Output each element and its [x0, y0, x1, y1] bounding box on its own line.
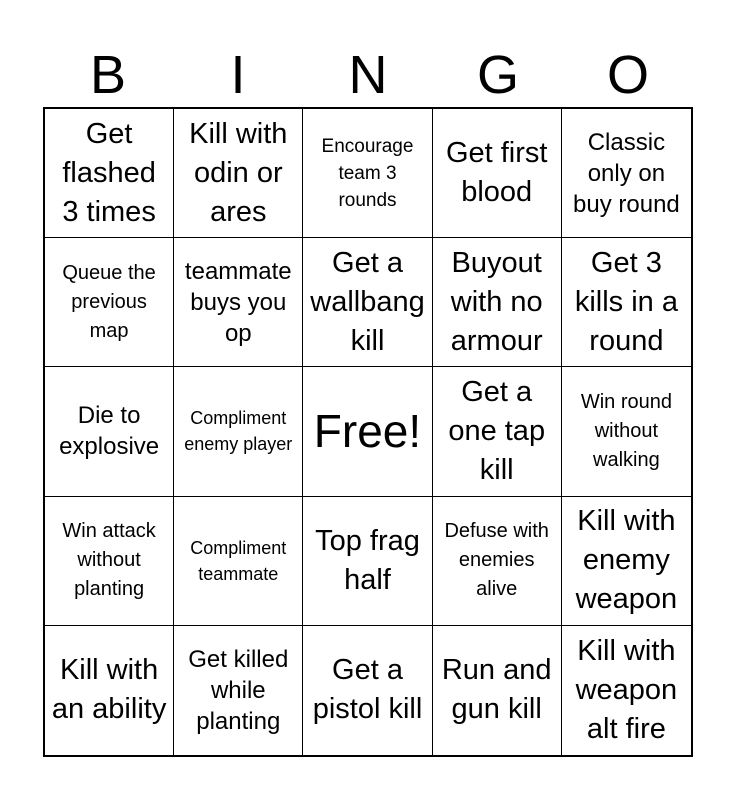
bingo-cell-label: Top frag half — [315, 524, 420, 596]
bingo-cell-label: Defuse with enemies alive — [444, 520, 549, 601]
header-letter-o: O — [606, 45, 649, 105]
bingo-cell[interactable] — [433, 626, 562, 755]
bingo-cell[interactable] — [562, 109, 691, 238]
bingo-cell-label: Buyout with no armour — [450, 246, 543, 357]
bingo-cell-label: Kill with odin or ares — [189, 117, 288, 228]
bingo-cell-label: Classic only on buy round — [573, 128, 680, 218]
bingo-cell[interactable] — [174, 626, 303, 755]
bingo-cell[interactable] — [174, 497, 303, 626]
bingo-cell[interactable] — [562, 497, 691, 626]
bingo-cell-free-space[interactable] — [303, 367, 432, 496]
bingo-cell-label: Run and gun kill — [441, 654, 552, 726]
bingo-cell[interactable] — [45, 497, 174, 626]
bingo-cell-label: Compliment enemy player — [184, 408, 293, 455]
bingo-cell[interactable] — [433, 497, 562, 626]
header-letter-i: I — [230, 45, 246, 105]
bingo-cell[interactable] — [303, 238, 432, 367]
bingo-cell[interactable] — [174, 367, 303, 496]
bingo-cell-label: Get killed while planting — [188, 645, 289, 735]
bingo-cell-label: Win attack without planting — [62, 520, 156, 601]
bingo-cell-label: Get a wallbang kill — [310, 246, 425, 357]
bingo-cell[interactable] — [45, 367, 174, 496]
bingo-cell[interactable] — [303, 109, 432, 238]
bingo-cell-label: Get first blood — [445, 137, 548, 209]
bingo-cell[interactable] — [562, 626, 691, 755]
bingo-cell-label: Get a one tap kill — [448, 375, 546, 486]
bingo-cell-label: Win round without walking — [580, 390, 672, 471]
bingo-cell-label: Queue the previous map — [62, 261, 156, 342]
bingo-cell-label: Encourage team 3 rounds — [321, 135, 414, 211]
bingo-cell-label: Die to explosive — [59, 402, 160, 461]
bingo-cell[interactable] — [562, 238, 691, 367]
bingo-cell[interactable] — [174, 238, 303, 367]
bingo-cell-label: Get flashed 3 times — [62, 117, 156, 228]
bingo-cell-label: Get a pistol kill — [312, 654, 423, 726]
bingo-cell[interactable] — [433, 238, 562, 367]
bingo-board — [43, 107, 693, 757]
header-letter-g: G — [476, 45, 519, 105]
header-letter-n: N — [348, 45, 388, 105]
header-letter-b: B — [89, 45, 127, 105]
bingo-cell-label: Kill with weapon alt fire — [575, 634, 678, 745]
bingo-cell[interactable] — [174, 109, 303, 238]
bingo-cell[interactable] — [45, 626, 174, 755]
bingo-cell[interactable] — [45, 238, 174, 367]
bingo-cell-label: Kill with an ability — [51, 654, 167, 726]
bingo-header — [43, 42, 693, 108]
bingo-cell-label: Free! — [313, 405, 422, 458]
bingo-cell[interactable] — [303, 626, 432, 755]
bingo-cell-label: Get 3 kills in a round — [574, 246, 678, 357]
bingo-cell[interactable] — [433, 109, 562, 238]
bingo-cell-label: teammate buys you op — [184, 257, 292, 347]
bingo-cell[interactable] — [45, 109, 174, 238]
bingo-cell[interactable] — [562, 367, 691, 496]
bingo-cell-label: Kill with enemy weapon — [575, 505, 678, 616]
bingo-cell[interactable] — [303, 497, 432, 626]
bingo-cell-label: Compliment teammate — [190, 537, 287, 584]
bingo-cell[interactable] — [433, 367, 562, 496]
